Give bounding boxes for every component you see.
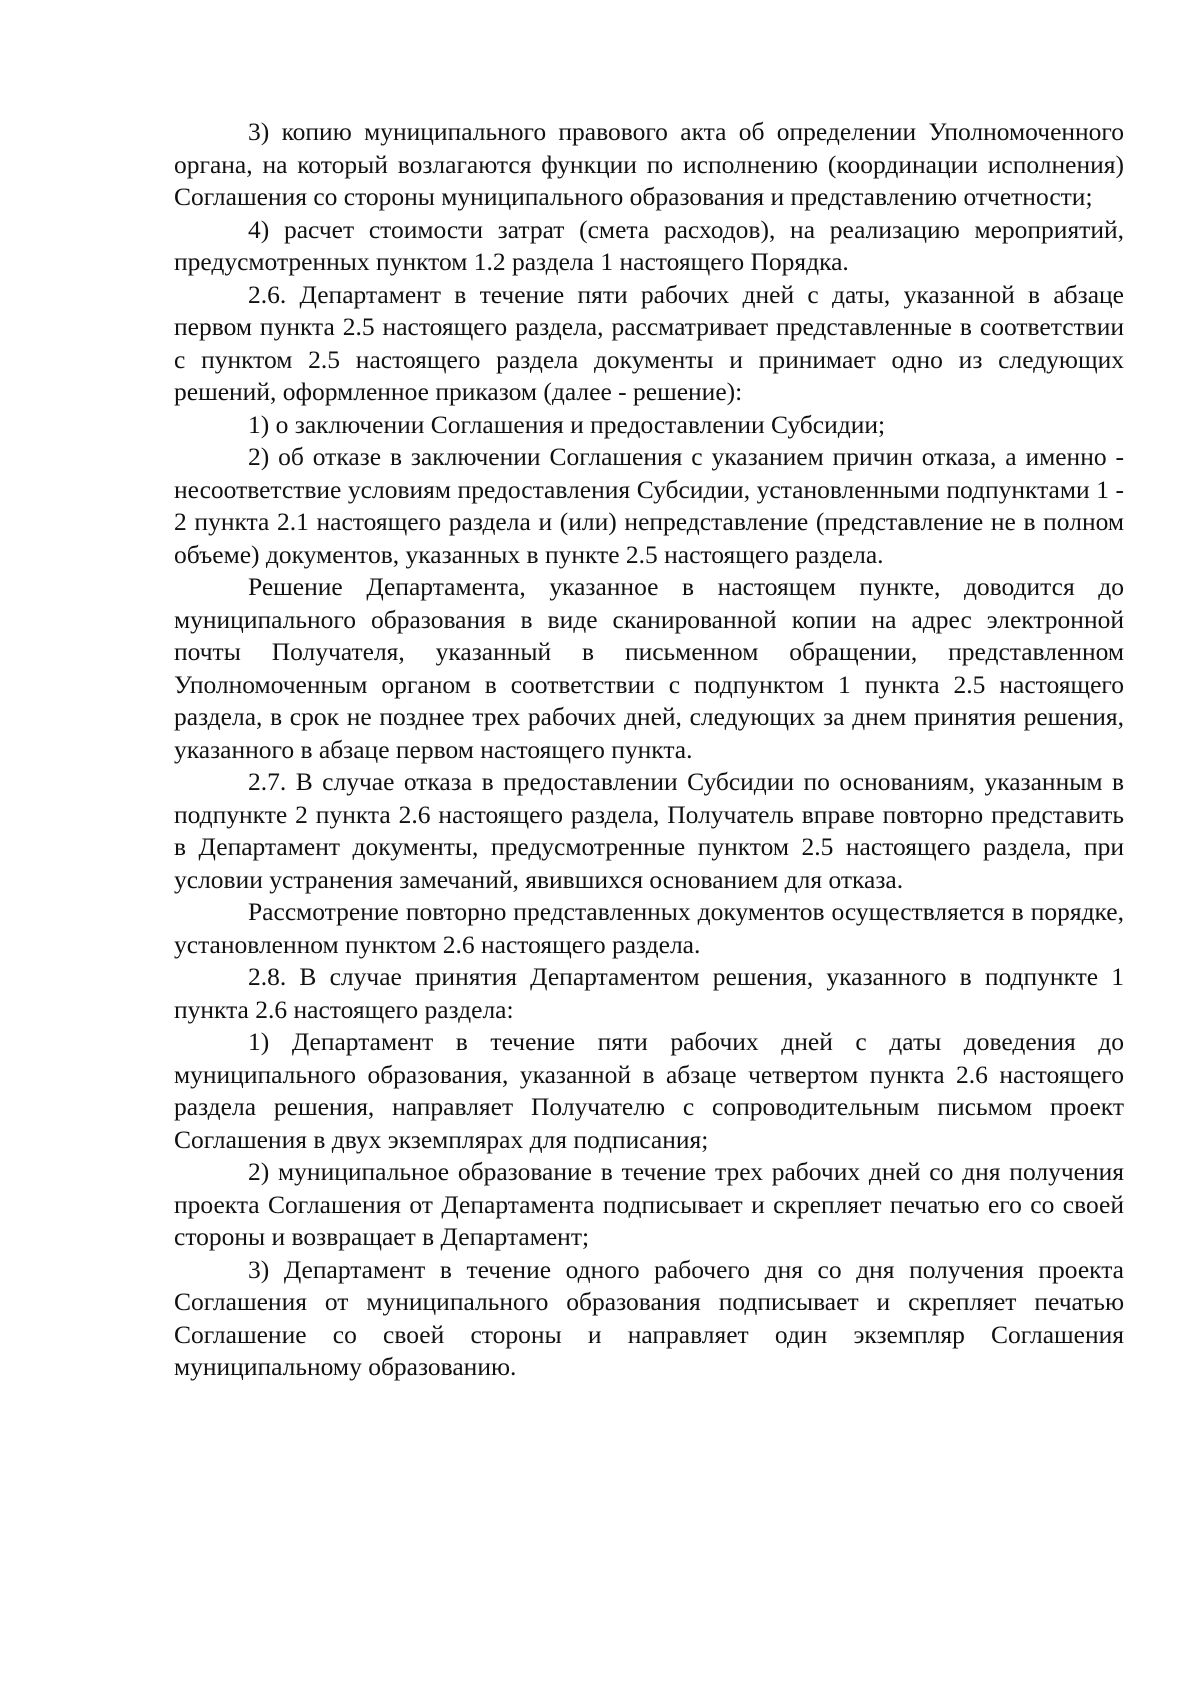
paragraph-item-3-copy-act: 3) копию муниципального правового акта об определении Уполномоченного органа, на который возлагаются функции по исполнению (координации исполнения) Соглашения со стороны муниципального образования и представлению отчетности;: [174, 117, 1124, 211]
paragraph-step-1: 1) Департамент в течение пяти рабочих дней с даты доведения до муниципального образования, указанной в абзаце четвертом пункта 2.6 настоящего раздела решения, направляет Получателю с сопроводительным письмом проект Соглашения в двух экземплярах для подписания;: [174, 1027, 1124, 1154]
paragraph-clause-2-8: 2.8. В случае принятия Департаментом решения, указанного в подпункте 1 пункта 2.6 настоящего раздела:: [174, 962, 1124, 1024]
paragraph-item-4-cost-estimate: 4) расчет стоимости затрат (смета расходов), на реализацию мероприятий, предусмотренных пунктом 1.2 раздела 1 настоящего Порядка.: [174, 214, 1124, 276]
paragraph-decision-1: 1) о заключении Соглашения и предоставлении Субсидии;: [248, 409, 886, 439]
paragraph-resubmission-review: Рассмотрение повторно представленных документов осуществляется в порядке, установленном пунктом 2.6 настоящего раздела.: [174, 897, 1124, 959]
paragraph-decision-2: 2) об отказе в заключении Соглашения с указанием причин отказа, а именно - несоответствие условиям предоставления Субсидии, установленными подпунктами 1 - 2 пункта 2.1 настоящего раздела и (или) непредставление (представление не в полном объеме) документов, указанных в пункте 2.5 настоящего раздела.: [174, 442, 1124, 569]
paragraph-clause-2-7: 2.7. В случае отказа в предоставлении Субсидии по основаниям, указанным в подпункте 2 пункта 2.6 настоящего раздела, Получатель вправе повторно представить в Департамент документы, предусмотренные пунктом 2.5 настоящего раздела, при условии устранения замечаний, явившихся основанием для отказа.: [174, 767, 1124, 894]
paragraph-clause-2-6: 2.6. Департамент в течение пяти рабочих дней с даты, указанной в абзаце первом пункта 2.5 настоящего раздела, рассматривает представленные в соответствии с пунктом 2.5 настоящего раздела документы и принимает одно из следующих решений, оформленное приказом (далее - решение):: [174, 279, 1124, 406]
paragraph-decision-notice: Решение Департамента, указанное в настоящем пункте, доводится до муниципального образования в виде сканированной копии на адрес электронной почты Получателя, указанный в письменном обращении, представленном Уполномоченным органом в соответствии с подпунктом 1 пункта 2.5 настоящего раздела, в срок не позднее трех рабочих дней, следующих за днем принятия решения, указанного в абзаце первом настоящего пункта.: [174, 572, 1124, 764]
paragraph-step-2: 2) муниципальное образование в течение трех рабочих дней со дня получения проекта Соглашения от Департамента подписывает и скрепляет печатью его со своей стороны и возвращает в Департамент;: [174, 1157, 1124, 1251]
paragraph-step-3: 3) Департамент в течение одного рабочего дня со дня получения проекта Соглашения от муниципального образования подписывает и скрепляет печатью Соглашение со своей стороны и направляет один экземпляр Соглашения муниципальному образованию.: [174, 1254, 1124, 1381]
document-page: [174, 116, 1124, 1384]
